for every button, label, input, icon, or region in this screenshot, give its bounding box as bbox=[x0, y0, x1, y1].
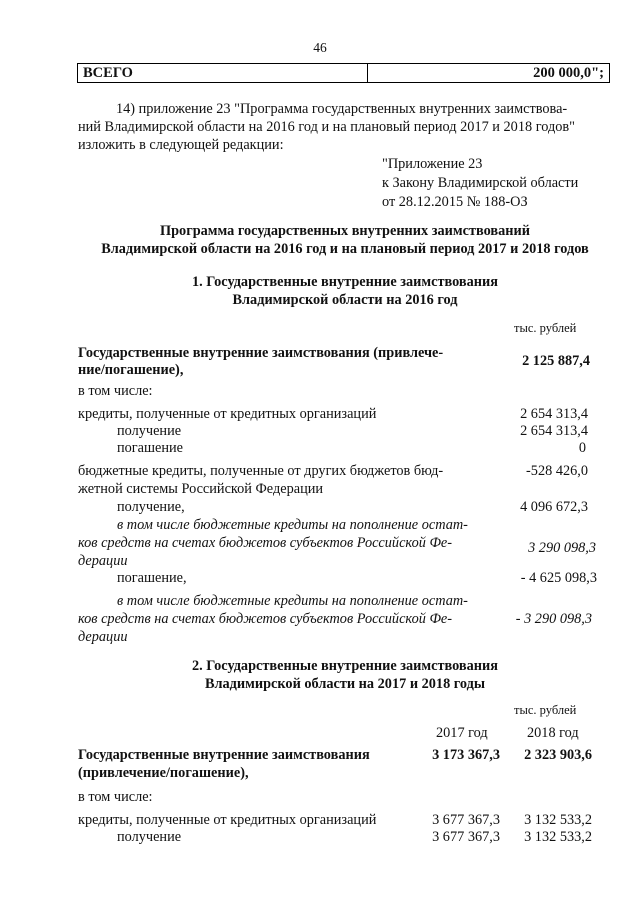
doc-title-line-2: Владимирской области на 2016 год и на плановый период 2017 и 2018 годов bbox=[101, 241, 589, 257]
section1-heading-1: 1. Государственные внутренние заимствования bbox=[192, 274, 498, 290]
s1-main-value: 2 125 887,4 bbox=[522, 353, 590, 369]
section2-unit: тыс. рублей bbox=[514, 703, 577, 717]
total-table bbox=[77, 63, 610, 83]
s2-main-2018: 2 323 903,6 bbox=[524, 747, 592, 763]
s1-budget-label-2: жетной системы Российской Федерации bbox=[78, 481, 324, 497]
s2-main-label-1: Государственные внутренние заимствования bbox=[78, 747, 370, 763]
appendix-line-2: к Закону Владимирской области bbox=[382, 175, 579, 191]
section1-unit: тыс. рублей bbox=[514, 321, 577, 335]
s1-budget-value: -528 426,0 bbox=[526, 463, 588, 479]
section1-heading-2: Владимирской области на 2016 год bbox=[232, 292, 458, 308]
s1-b-receive-incl-value: 3 290 098,3 bbox=[528, 540, 596, 556]
s1-b-receive-incl-2: ков средств на счетах бюджетов субъектов Российской Фе- bbox=[78, 535, 453, 551]
s1-b-receive-label: получение, bbox=[117, 499, 185, 515]
intro-line-1: 14) приложение 23 "Программа государственных внутренних заимствова- bbox=[116, 101, 568, 117]
total-value: 200 000,0"; bbox=[368, 64, 610, 83]
s1-main-label-2: ние/погашение), bbox=[78, 362, 184, 378]
section2-heading-1: 2. Государственные внутренние заимствования bbox=[192, 658, 498, 674]
s2-credits-label: кредиты, полученные от кредитных организаций bbox=[78, 812, 377, 828]
s2-including: в том числе: bbox=[78, 789, 153, 805]
s1-b-receive-incl-1: в том числе бюджетные кредиты на пополнение остат- bbox=[117, 517, 468, 533]
s2-main-label-2: (привлечение/погашение), bbox=[78, 765, 249, 781]
total-row bbox=[78, 64, 610, 83]
section2-heading-2: Владимирской области на 2017 и 2018 годы bbox=[204, 676, 486, 692]
s1-budget-label-1: бюджетные кредиты, полученные от других бюджетов бюд- bbox=[78, 463, 444, 479]
s2-main-2017: 3 173 367,3 bbox=[432, 747, 500, 763]
doc-title-line-1: Программа государственных внутренних заимствований bbox=[159, 223, 530, 239]
appendix-line-1: "Приложение 23 bbox=[382, 156, 483, 172]
intro-line-3: изложить в следующей редакции: bbox=[78, 137, 284, 153]
s1-b-repay-incl-2: ков средств на счетах бюджетов субъектов Российской Фе- bbox=[78, 611, 453, 627]
s1-credits-label: кредиты, полученные от кредитных организаций bbox=[78, 406, 377, 422]
intro-line-2: ний Владимирской области на 2016 год и на плановый период 2017 и 2018 годов" bbox=[78, 119, 575, 135]
s1-b-repay-incl-1: в том числе бюджетные кредиты на пополнение остат- bbox=[117, 593, 468, 609]
s1-b-receive-value: 4 096 672,3 bbox=[520, 499, 588, 515]
total-label: ВСЕГО bbox=[78, 64, 368, 83]
s1-receive-value: 2 654 313,4 bbox=[520, 423, 588, 439]
s1-receive-label: получение bbox=[117, 423, 182, 439]
s1-b-repay-label: погашение, bbox=[117, 570, 187, 586]
s2-credits-2017: 3 677 367,3 bbox=[432, 812, 500, 828]
s1-repay-value: 0 bbox=[578, 440, 586, 456]
s2-col-2017: 2017 год bbox=[436, 725, 488, 741]
s1-repay-label: погашение bbox=[117, 440, 184, 456]
s2-receive-2018: 3 132 533,2 bbox=[524, 829, 592, 845]
s1-b-receive-incl-3: дерации bbox=[78, 553, 128, 569]
s2-col-2018: 2018 год bbox=[527, 725, 579, 741]
s1-b-repay-incl-value: - 3 290 098,3 bbox=[515, 611, 592, 627]
page-number: 46 bbox=[313, 40, 327, 55]
s2-receive-2017: 3 677 367,3 bbox=[432, 829, 500, 845]
s1-credits-value: 2 654 313,4 bbox=[520, 406, 588, 422]
s1-main-label-1: Государственные внутренние заимствования (привлече- bbox=[78, 345, 444, 361]
s2-credits-2018: 3 132 533,2 bbox=[524, 812, 592, 828]
s1-including: в том числе: bbox=[78, 383, 153, 399]
s1-b-repay-incl-3: дерации bbox=[78, 629, 128, 645]
appendix-line-3: от 28.12.2015 № 188-ОЗ bbox=[382, 194, 528, 210]
s2-receive-label: получение bbox=[117, 829, 182, 845]
s1-b-repay-value: - 4 625 098,3 bbox=[520, 570, 597, 586]
